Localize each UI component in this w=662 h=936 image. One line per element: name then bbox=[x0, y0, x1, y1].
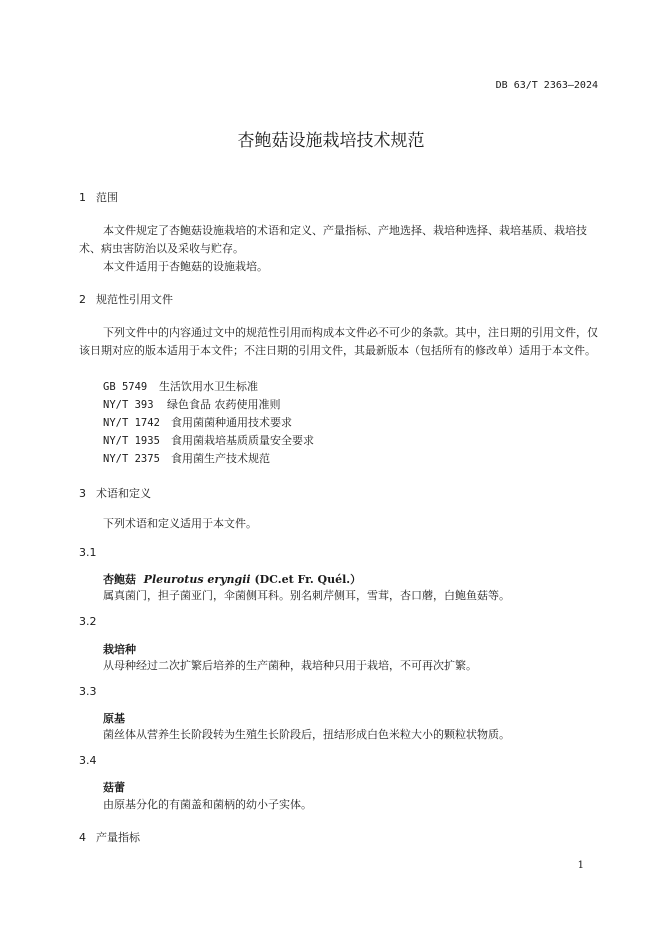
reference-item bbox=[103, 378, 258, 394]
reference-name: 生活饮用水卫生标准 bbox=[159, 380, 258, 393]
term-heading bbox=[103, 571, 361, 587]
term-name: 杏鲍菇 bbox=[103, 573, 136, 586]
term-number: 3.2 bbox=[79, 615, 97, 628]
page-number: 1 bbox=[577, 860, 584, 871]
term-number: 3.1 bbox=[79, 546, 97, 559]
term-definition: 由原基分化的有菌盖和菌柄的幼小子实体。 bbox=[103, 798, 312, 811]
paragraph: 本文件适用于杏鲍菇的设施栽培。 bbox=[103, 260, 268, 273]
reference-code: NY/T 1935 bbox=[103, 435, 160, 447]
reference-name: 绿色食品 农药使用准则 bbox=[167, 398, 281, 411]
reference-item bbox=[103, 450, 270, 466]
term-heading bbox=[103, 779, 125, 795]
reference-code: NY/T 2375 bbox=[103, 453, 160, 465]
paragraph: 本文件规定了杏鲍菇设施栽培的术语和定义、产量指标、产地选择、栽培种选择、栽培基质、栽培技术、病虫害防治以及采收与贮存。 bbox=[79, 224, 587, 255]
reference-item bbox=[103, 432, 314, 448]
term-definition: 菌丝体从营养生长阶段转为生殖生长阶段后，扭结形成白色米粒大小的颗粒状物质。 bbox=[103, 728, 510, 741]
section-heading-normative-references bbox=[79, 291, 173, 307]
term-definition: 从母种经过二次扩繁后培养的生产菌种，栽培种只用于栽培，不可再次扩繁。 bbox=[103, 659, 477, 672]
term-number: 3.3 bbox=[79, 685, 97, 698]
section-heading-terms bbox=[79, 485, 151, 501]
document-title: 杏鲍菇设施栽培技术规范 bbox=[237, 131, 425, 151]
term-name: 原基 bbox=[103, 712, 125, 725]
section-number: 3 bbox=[79, 487, 86, 500]
section-number: 4 bbox=[79, 831, 86, 844]
term-number: 3.4 bbox=[79, 754, 97, 767]
reference-code: NY/T 1742 bbox=[103, 417, 160, 429]
reference-name: 食用菌菌种通用技术要求 bbox=[171, 416, 292, 429]
section-number: 1 bbox=[79, 191, 86, 204]
section-heading-scope bbox=[79, 189, 118, 205]
term-name: 菇蕾 bbox=[103, 781, 125, 794]
term-latin-name: Pleurotus eryngii bbox=[143, 573, 251, 586]
term-definition: 属真菌门，担子菌亚门，伞菌侧耳科。别名刺芹侧耳，雪茸，杏口蘑，白鲍鱼菇等。 bbox=[103, 589, 510, 602]
reference-item bbox=[103, 414, 292, 430]
term-name: 栽培种 bbox=[103, 643, 136, 656]
section-number: 2 bbox=[79, 293, 86, 306]
section-heading-yield-index bbox=[79, 829, 140, 845]
reference-name: 食用菌生产技术规范 bbox=[171, 452, 270, 465]
section-title: 产量指标 bbox=[96, 831, 140, 844]
section-title: 规范性引用文件 bbox=[96, 293, 173, 306]
reference-code: GB 5749 bbox=[103, 381, 148, 393]
document-number: DB 63/T 2363—2024 bbox=[495, 80, 598, 91]
paragraph: 下列文件中的内容通过文中的规范性引用而构成本文件必不可少的条款。其中，注日期的引用文件，仅该日期对应的版本适用于本文件；不注日期的引用文件，其最新版本（包括所有的修改单）适用于本文件。 bbox=[79, 326, 598, 357]
term-author: (DC.et Fr. Quél.） bbox=[254, 573, 362, 586]
term-heading bbox=[103, 710, 125, 726]
reference-code: NY/T 393 bbox=[103, 399, 154, 411]
paragraph: 下列术语和定义适用于本文件。 bbox=[103, 517, 257, 530]
section-title: 术语和定义 bbox=[96, 487, 151, 500]
reference-name: 食用菌栽培基质质量安全要求 bbox=[171, 434, 314, 447]
reference-item bbox=[103, 396, 281, 412]
term-heading bbox=[103, 641, 136, 657]
section-title: 范围 bbox=[96, 191, 118, 204]
